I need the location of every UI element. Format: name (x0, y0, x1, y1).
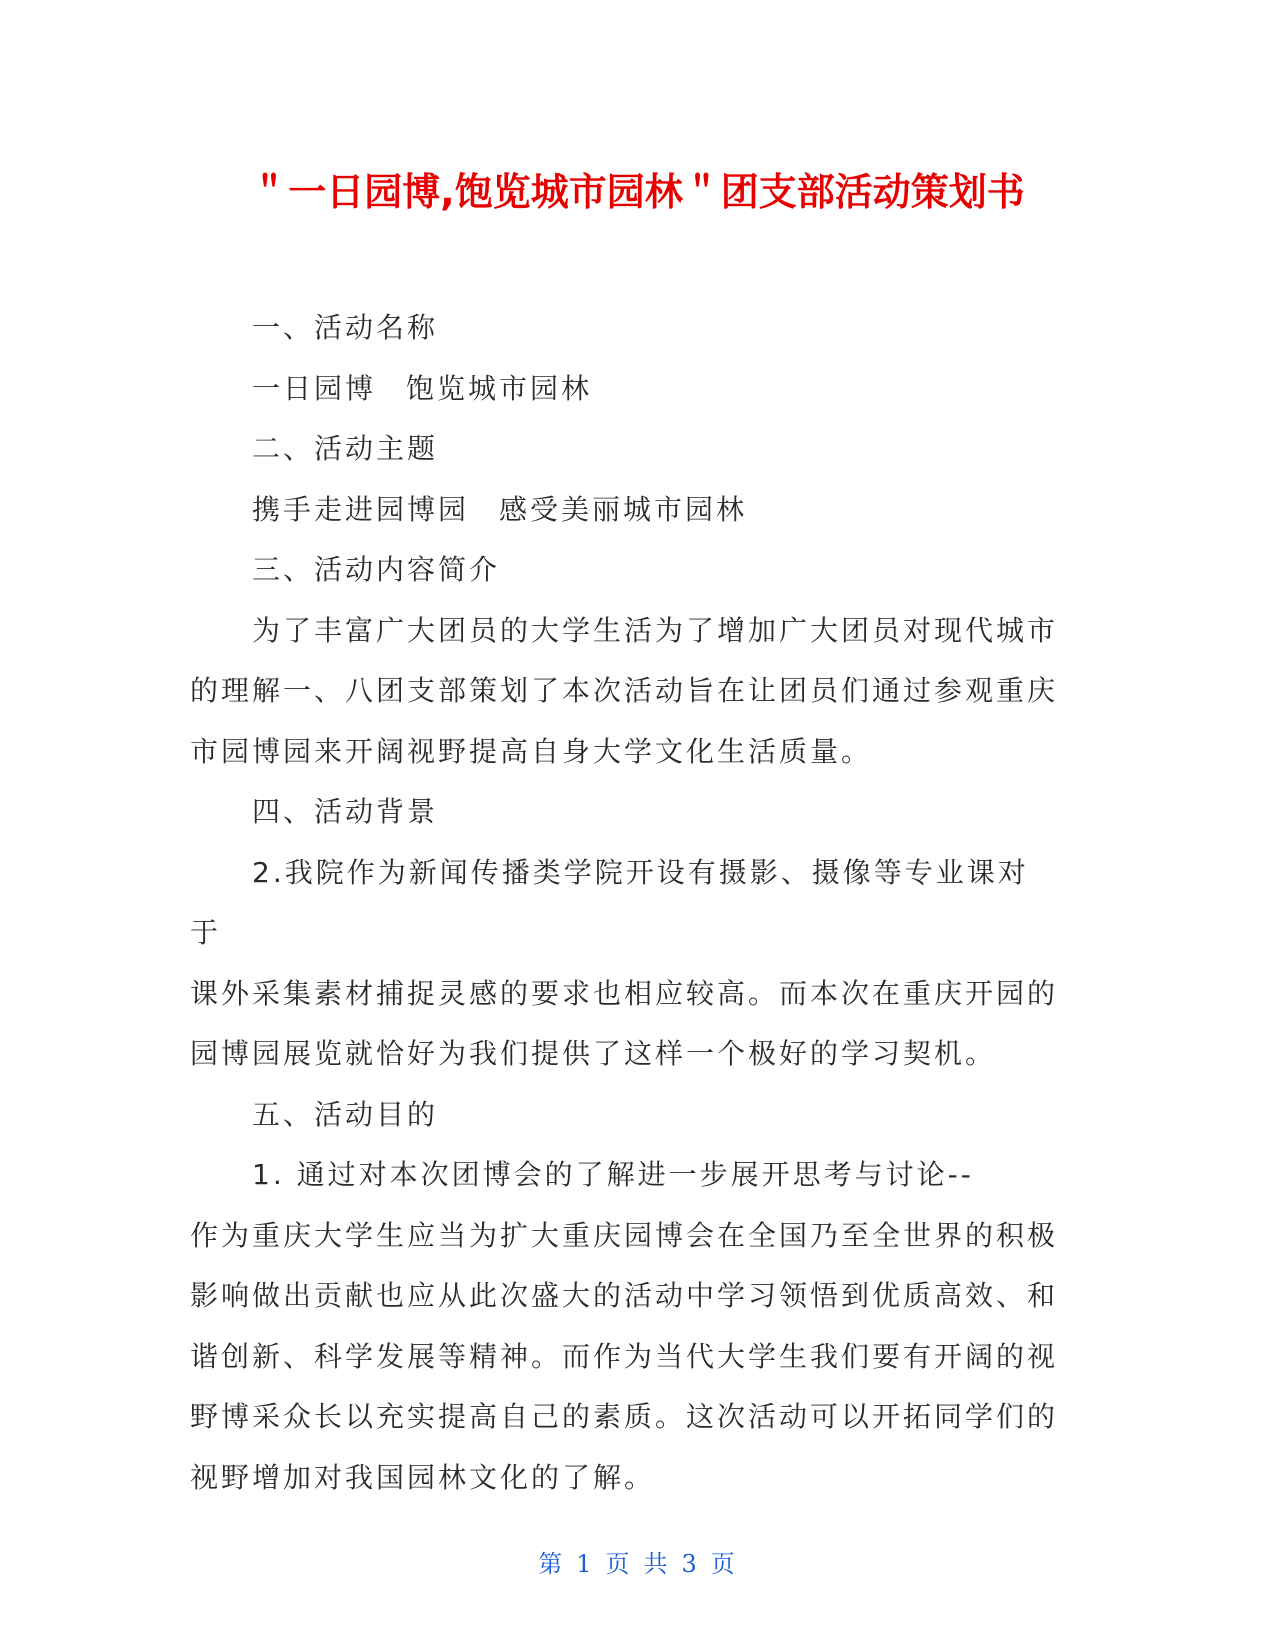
background-line-3: 园博园展览就恰好为我们提供了这样一个极好的学习契机。 (190, 1037, 997, 1070)
footer-total-pages: 3 (681, 1550, 699, 1578)
purpose-line-2: 作为重庆大学生应当为扩大重庆园博会在全国乃至全世界的积极 (190, 1218, 1059, 1252)
document-title: ＂一日园博,饱览城市园林＂团支部活动策划书 (250, 170, 1025, 214)
activity-theme (190, 480, 1058, 541)
section-heading-intro: 三、活动内容简介 (252, 553, 501, 586)
background-line-2: 课外采集素材捕捉灵感的要求也相应较高。而本次在重庆开园的 (190, 976, 1059, 1010)
activity-theme-part-b: 感受美丽城市园林 (499, 492, 748, 526)
document-body (190, 298, 1058, 1508)
purpose-line-3: 影响做出贡献也应从此次盛大的活动中学习领悟到优质高效、和 (190, 1279, 1059, 1312)
footer-total-prefix: 共 (643, 1550, 670, 1578)
activity-name (190, 359, 1058, 420)
footer-page-suffix: 页 (710, 1550, 737, 1578)
activity-theme-part-a: 携手走进园博园 (252, 492, 470, 526)
purpose-line-1: 1. 通过对本次团博会的了解进一步展开思考与讨论-- (252, 1158, 974, 1191)
purpose-line-5: 野博采众长以充实提高自己的素质。这次活动可以开拓同学们的 (190, 1400, 1059, 1433)
purpose-line-6: 视野增加对我国园林文化的了解。 (190, 1460, 656, 1494)
footer-page-word: 页 (605, 1550, 632, 1578)
activity-name-part-b: 饱览城市园林 (406, 371, 593, 405)
background-line-1: 2.我院作为新闻传播类学院开设有摄影、摄像等专业课对于 (190, 855, 1029, 949)
intro-line-2: 的理解一、八团支部策划了本次活动旨在让团员们通过参观重庆 (190, 674, 1059, 707)
footer-page-prefix: 第 (538, 1550, 565, 1578)
section-heading-name: 一、活动名称 (252, 311, 439, 344)
purpose-line-4: 谐创新、科学发展等精神。而作为当代大学生我们要有开阔的视 (190, 1339, 1059, 1373)
activity-name-part-a: 一日园博 (252, 371, 377, 405)
section-heading-theme: 二、活动主题 (252, 432, 439, 465)
page-footer (0, 1544, 1275, 1579)
footer-current-page: 1 (576, 1550, 594, 1578)
section-heading-purpose: 五、活动目的 (252, 1097, 439, 1131)
section-heading-background: 四、活动背景 (252, 795, 439, 828)
intro-line-1: 为了丰富广大团员的大学生活为了增加广大团员对现代城市 (252, 613, 1059, 647)
intro-line-3: 市园博园来开阔视野提高自身大学文化生活质量。 (190, 734, 873, 768)
